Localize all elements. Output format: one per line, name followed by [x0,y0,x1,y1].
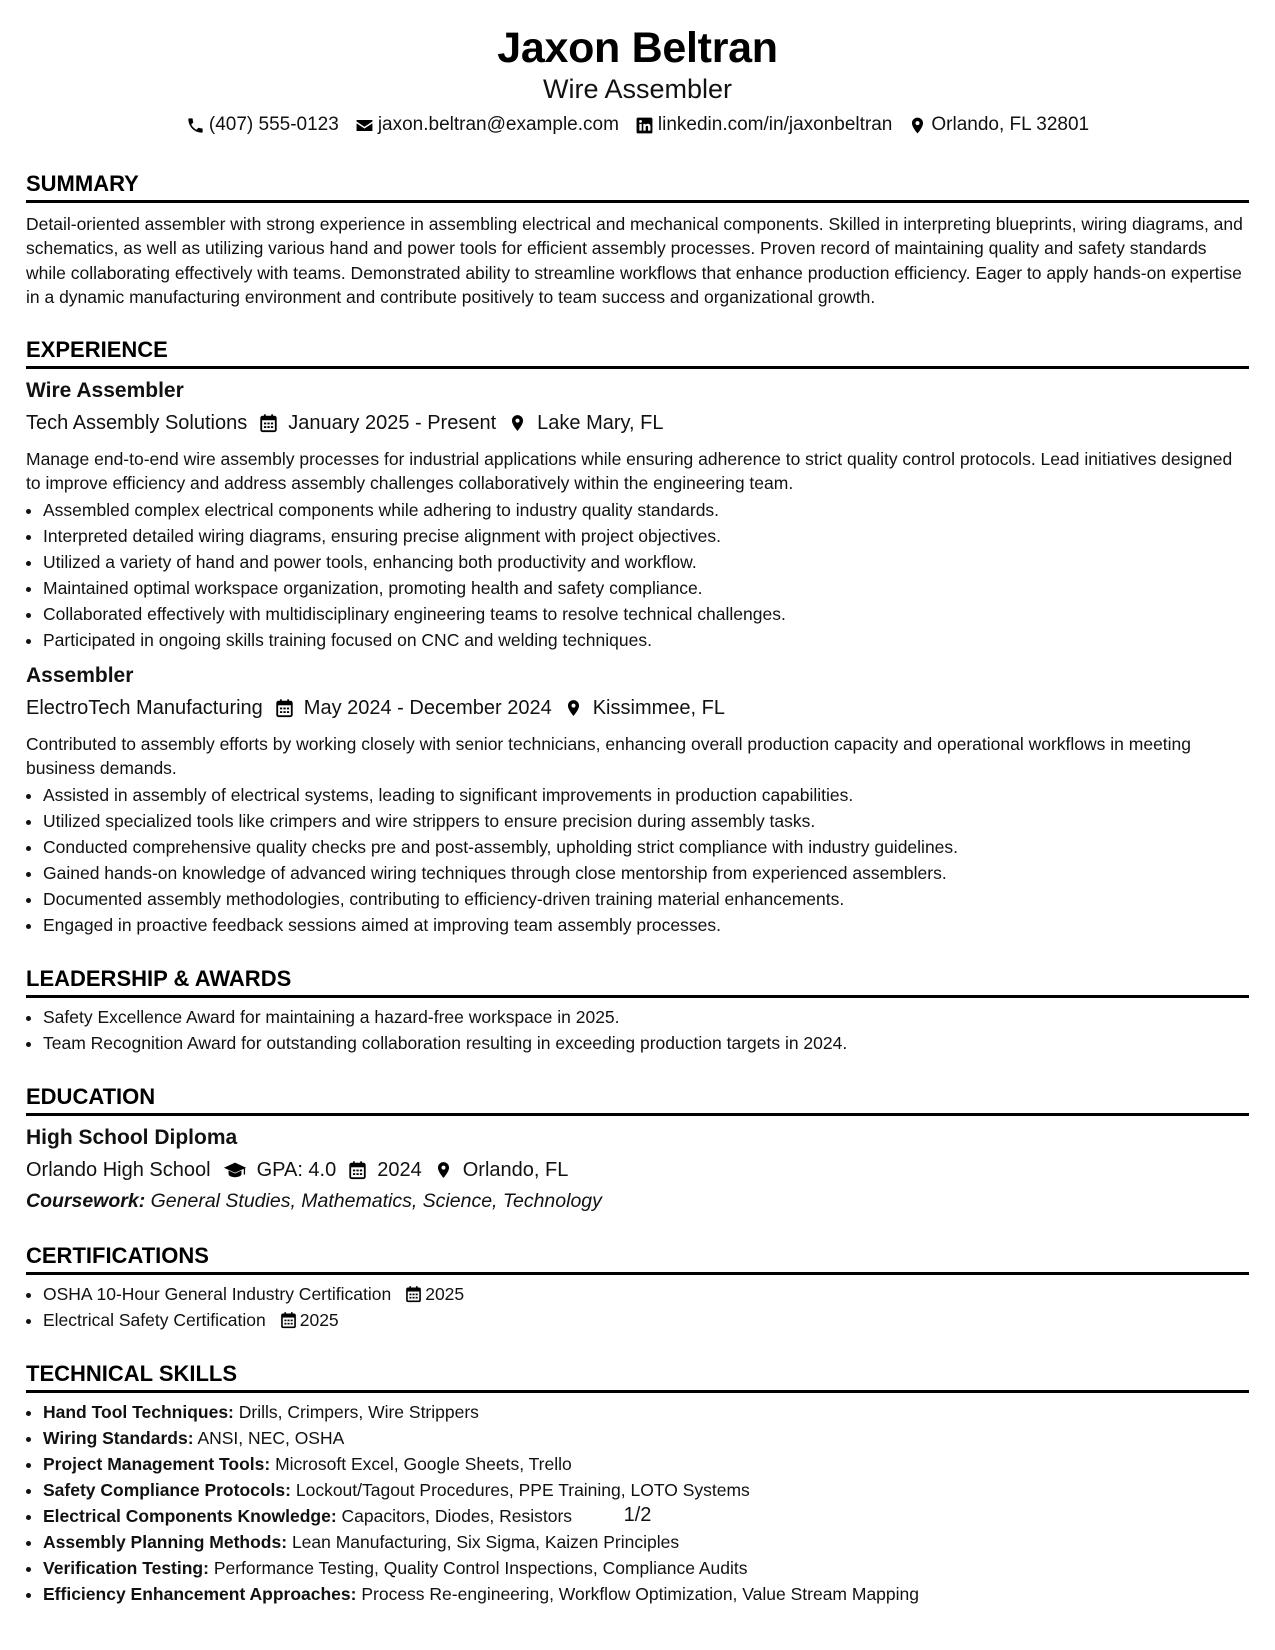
page-indicator: 1/2 [623,1504,652,1526]
graduation-cap-icon [223,1160,247,1180]
list-item [43,1451,1249,1477]
list-item: • Gained hands-on knowledge of advanced wiring techniques through close mentorship from experienced assemblers. [43,860,1249,886]
awards-heading: LEADERSHIP & AWARDS [26,965,1249,998]
skills-heading: TECHNICAL SKILLS [26,1360,1249,1393]
job-location-text: Kissimmee, FL [592,697,725,720]
list-item [43,1399,1249,1425]
certifications-heading: CERTIFICATIONS [26,1242,1249,1275]
list-item: • Team Recognition Award for outstanding collaboration resulting in exceeding production targets in 2024. [43,1030,1249,1056]
list-item: • Participated in ongoing skills training focused on CNC and welding techniques. [43,627,1249,653]
job-bullets [26,782,1249,938]
skill-value: Microsoft Excel, Google Sheets, Trello [275,1454,572,1475]
job-title: Assembler [26,664,134,688]
awards-list [26,1004,1249,1056]
contact-linkedin[interactable] [635,112,892,138]
skill-value: Capacitors, Diodes, Resistors [341,1506,573,1527]
job-dates-text: May 2024 - December 2024 [303,697,552,720]
education-meta [26,1155,1249,1185]
job-location-text: Lake Mary, FL [537,412,664,435]
job-meta [26,408,1249,438]
year-text: 2024 [377,1159,422,1182]
education-location-text: Orlando, FL [462,1159,569,1182]
skill-value: Drills, Crimpers, Wire Strippers [238,1402,479,1423]
skill-value: Lockout/Tagout Procedures, PPE Training, LOTO Systems [295,1480,750,1501]
resume-header [26,22,1249,138]
school-name: Orlando High School [26,1159,211,1182]
list-item [43,1529,1249,1555]
contact-phone [186,112,339,138]
list-item: • Interpreted detailed wiring diagrams, ensuring precise alignment with project objectives. [43,523,1249,549]
phone-icon [186,116,205,135]
cert-name: • Electrical Safety Certification [43,1310,266,1331]
skill-value: Process Re-engineering, Workflow Optimization, Value Stream Mapping [361,1584,920,1605]
contact-email[interactable] [355,112,619,138]
map-pin-icon [434,1160,453,1180]
email-text[interactable]: jaxon.beltran@example.com [377,114,619,135]
job-description: Contributed to assembly efforts by working closely with senior technicians, enhancing overall production capacity and operational workflows in meeting business demands. [26,734,1192,779]
coursework-text: General Studies, Mathematics, Science, Technology [150,1190,602,1213]
list-item: • Assisted in assembly of electrical systems, leading to significant improvements in production capabilities. [43,782,1249,808]
skill-value: Lean Manufacturing, Six Sigma, Kaizen Principles [291,1532,680,1553]
list-item [43,1581,1249,1607]
job-description: Manage end-to-end wire assembly processes for industrial applications while ensuring adherence to strict quality control protocols. Lead initiatives designed to improve efficiency and address assembly challenges collaboratively within the engineering team. [26,449,1233,494]
job-company: Tech Assembly Solutions [26,412,248,435]
skill-label: Project Management Tools: [43,1454,271,1475]
list-item: • Safety Excellence Award for maintaining a hazard-free workspace in 2025. [43,1004,1249,1030]
envelope-icon [355,116,374,135]
linkedin-text[interactable]: linkedin.com/in/jaxonbeltran [657,114,893,135]
summary-heading: SUMMARY [26,170,1249,203]
list-item [43,1307,1249,1333]
job-entry [26,377,1249,653]
map-pin-icon [908,116,927,135]
job-dates [275,693,552,723]
candidate-name: Jaxon Beltran [497,24,778,72]
certifications-list [26,1281,1249,1333]
education-gpa [223,1155,337,1185]
job-company: ElectroTech Manufacturing [26,697,263,720]
list-item [43,1281,1249,1307]
cert-date [280,1307,339,1333]
calendar-icon [348,1160,367,1180]
resume-page [26,22,1249,1607]
job-bullets [26,497,1249,653]
skill-label: Verification Testing: [43,1558,209,1579]
education-year [348,1155,422,1185]
map-pin-icon [508,413,527,433]
cert-year: 2025 [425,1284,465,1305]
calendar-icon [275,698,294,718]
contact-bar [26,112,1249,138]
job-title: Wire Assembler [26,379,184,403]
phone-text: (407) 555-0123 [208,114,339,135]
coursework [26,1187,1249,1215]
list-item: • Utilized specialized tools like crimpers and wire strippers to ensure precision during assembly tasks. [43,808,1249,834]
job-dates [259,408,496,438]
education-heading: EDUCATION [26,1083,1249,1116]
skill-label: Wiring Standards: [43,1428,194,1449]
cert-date [405,1281,464,1307]
skill-label: Safety Compliance Protocols: [43,1480,291,1501]
list-item: • Collaborated effectively with multidisciplinary engineering teams to resolve technical challenges. [43,601,1249,627]
map-pin-icon [564,698,583,718]
cert-name: • OSHA 10-Hour General Industry Certification [43,1284,392,1305]
job-dates-text: January 2025 - Present [288,412,497,435]
skill-label: Efficiency Enhancement Approaches: [43,1584,357,1605]
calendar-icon [259,413,278,433]
candidate-title: Wire Assembler [542,74,733,104]
job-entry [26,662,1249,938]
linkedin-icon [635,116,654,135]
list-item: • Conducted comprehensive quality checks pre and post-assembly, upholding strict compliance with industry guidelines. [43,834,1249,860]
job-location [508,408,663,438]
job-meta [26,693,1249,723]
skill-value: Performance Testing, Quality Control Inspections, Compliance Audits [213,1558,748,1579]
education-location [434,1155,569,1185]
cert-year: 2025 [299,1310,339,1331]
gpa-text: GPA: 4.0 [256,1159,337,1182]
experience-heading: EXPERIENCE [26,336,1249,369]
list-item: • Assembled complex electrical components while adhering to industry quality standards. [43,497,1249,523]
list-item: • Utilized a variety of hand and power tools, enhancing both productivity and workflow. [43,549,1249,575]
list-item: • Maintained optimal workspace organization, promoting health and safety compliance. [43,575,1249,601]
calendar-icon [280,1311,297,1329]
skill-label: Hand Tool Techniques: [43,1402,234,1423]
list-item: • Documented assembly methodologies, contributing to efficiency-driven training material enhancements. [43,886,1249,912]
skill-label: Electrical Components Knowledge: [43,1506,337,1527]
summary-text: Detail-oriented assembler with strong experience in assembling electrical and mechanical components. Skilled in interpreting blueprints, wiring diagrams, and schematics, as well as utilizing various hand and power tools for efficient assembly processes. Proven record of maintaining quality and safety standards while collaborating effectively with teams. Demonstrated ability to streamline workflows that enhance production efficiency. Eager to apply hands-on expertise in a dynamic manufacturing environment and contribute positively to team success and organizational growth. [26,214,1243,307]
job-location [564,693,725,723]
skill-value: ANSI, NEC, OSHA [197,1428,345,1449]
skill-label: Assembly Planning Methods: [43,1532,288,1553]
list-item [43,1555,1249,1581]
degree-title: High School Diploma [26,1126,238,1150]
contact-location [908,112,1089,138]
location-text: Orlando, FL 32801 [931,114,1090,135]
list-item: • Engaged in proactive feedback sessions aimed at improving team assembly processes. [43,912,1249,938]
list-item [43,1425,1249,1451]
coursework-label: Coursework: [26,1190,146,1213]
list-item [43,1477,1249,1503]
calendar-icon [405,1285,422,1303]
